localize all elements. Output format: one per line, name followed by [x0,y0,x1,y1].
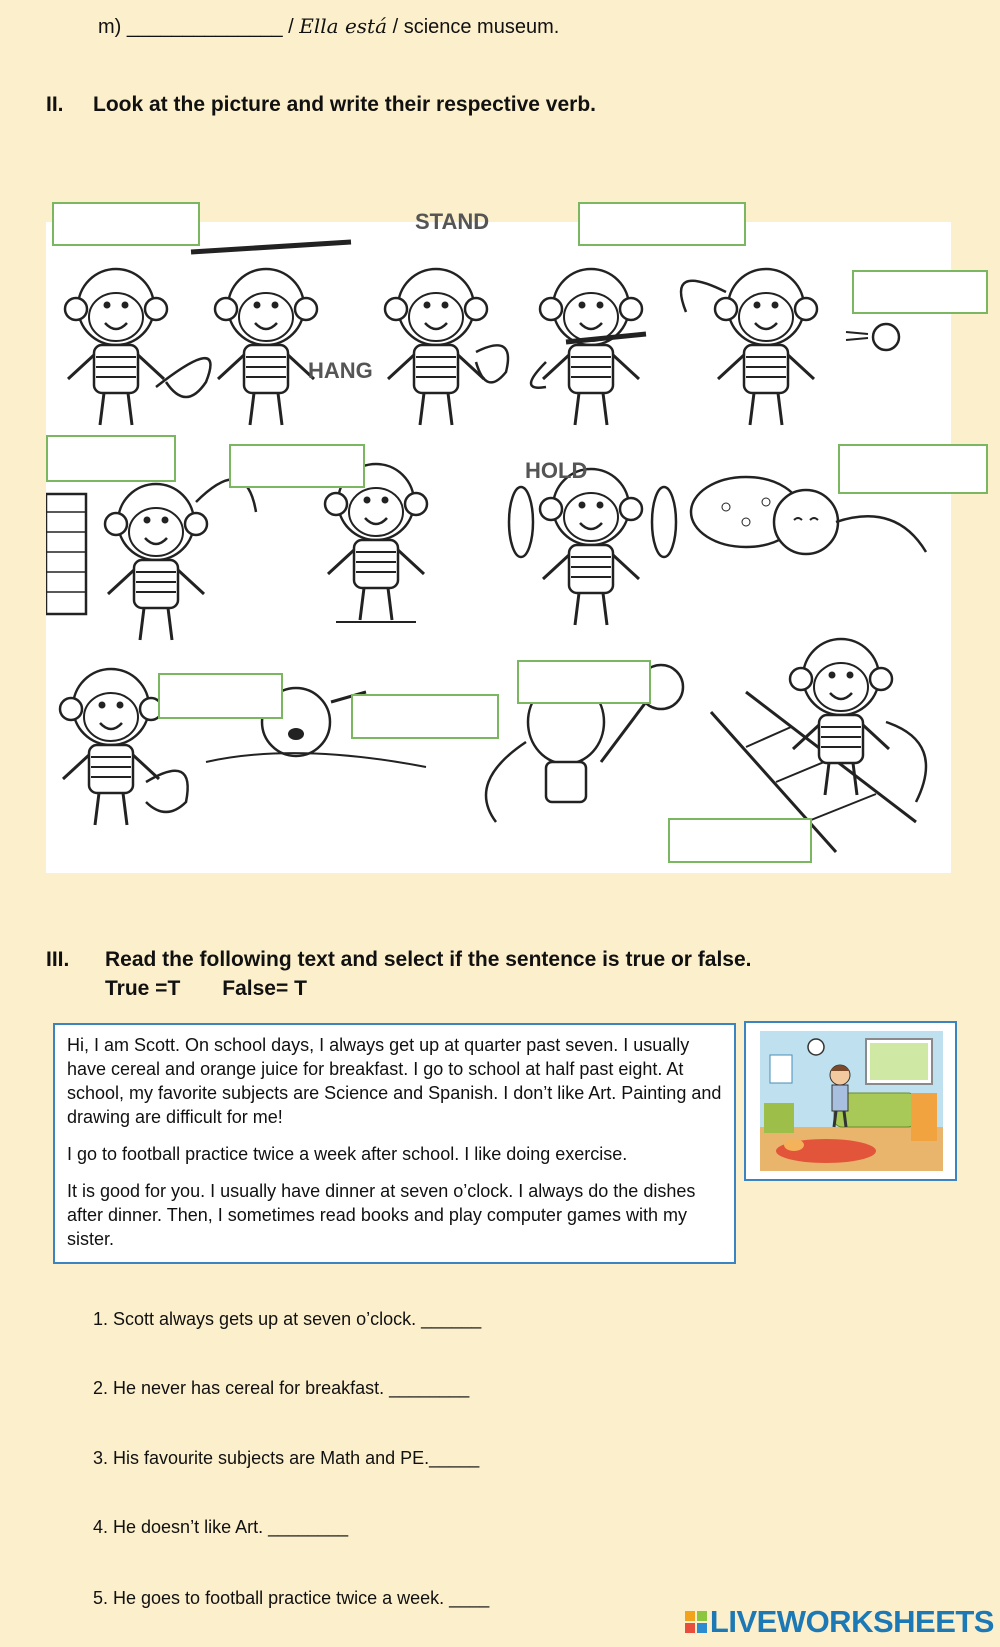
line-m-prefix: m) ______________ / [98,16,294,38]
section-2-instruction: Look at the picture and write their respective verb. [93,93,596,116]
answer-box-5[interactable] [229,444,365,488]
answer-input-3[interactable] [854,272,986,312]
logo-icon [685,1611,707,1633]
answer-box-8[interactable] [351,694,499,739]
section-2-number: II. [46,93,64,116]
answer-input-4[interactable] [48,437,174,480]
label-hold: HOLD [525,458,588,483]
true-key: True =T [105,977,181,1000]
bedroom-illustration [746,1023,955,1179]
exercise-line-m [98,14,559,39]
answer-input-9[interactable] [519,662,649,702]
story-paragraph-1: Hi, I am Scott. On school days, I always get up at quarter past seven. I usually have cereal and orange juice for breakfast. I go to school at half past eight. At school, my favorite subjects are Science and Spanish. I don’t like Art. Painting and drawing are difficult for me! [67,1035,722,1127]
answer-input-6[interactable] [840,446,986,492]
answer-input-8[interactable] [353,696,497,737]
answer-input-1[interactable] [54,204,198,244]
monkeys-illustration [46,222,951,873]
question-3: 3. His favourite subjects are Math and PE._____ [93,1448,480,1468]
line-m-suffix: / science museum. [392,16,560,38]
story-text-box [53,1023,736,1264]
section-3-instruction: Read the following text and select if the sentence is true or false. [105,948,752,971]
question-4: 4. He doesn’t like Art. ________ [93,1517,349,1537]
answer-input-10[interactable] [670,820,810,861]
section-3-number: III. [46,948,70,971]
monkeys-picture [46,209,951,873]
answer-input-5[interactable] [231,446,363,486]
label-stand: STAND [415,209,490,234]
answer-box-2[interactable] [578,202,746,246]
question-5: 5. He goes to football practice twice a week. ____ [93,1588,490,1608]
logo-text: LIVEWORKSHEETS [709,1604,994,1639]
answer-box-10[interactable] [668,818,812,863]
question-2: 2. He never has cereal for breakfast. ________ [93,1378,470,1398]
answer-box-3[interactable] [852,270,988,314]
story-paragraph-3: It is good for you. I usually have dinner at seven o’clock. I always do the dishes after dinner. Then, I sometimes read books and play computer games with my sister. [67,1181,696,1249]
answer-input-7[interactable] [160,675,281,717]
label-hang: HANG [308,358,373,383]
question-1: 1. Scott always gets up at seven o’clock. ______ [93,1309,482,1329]
line-m-cursive-text: Ella está [299,14,388,38]
answer-box-9[interactable] [517,660,651,704]
answer-box-1[interactable] [52,202,200,246]
false-key: False= T [222,977,307,1000]
answer-input-2[interactable] [580,204,744,244]
bedroom-scene-image [744,1021,957,1181]
answer-box-6[interactable] [838,444,988,494]
liveworksheets-logo [685,1604,994,1640]
true-false-key [105,977,307,1001]
answer-box-7[interactable] [158,673,283,719]
answer-box-4[interactable] [46,435,176,482]
story-paragraph-2: I go to football practice twice a week after school. I like doing exercise. [67,1144,628,1164]
